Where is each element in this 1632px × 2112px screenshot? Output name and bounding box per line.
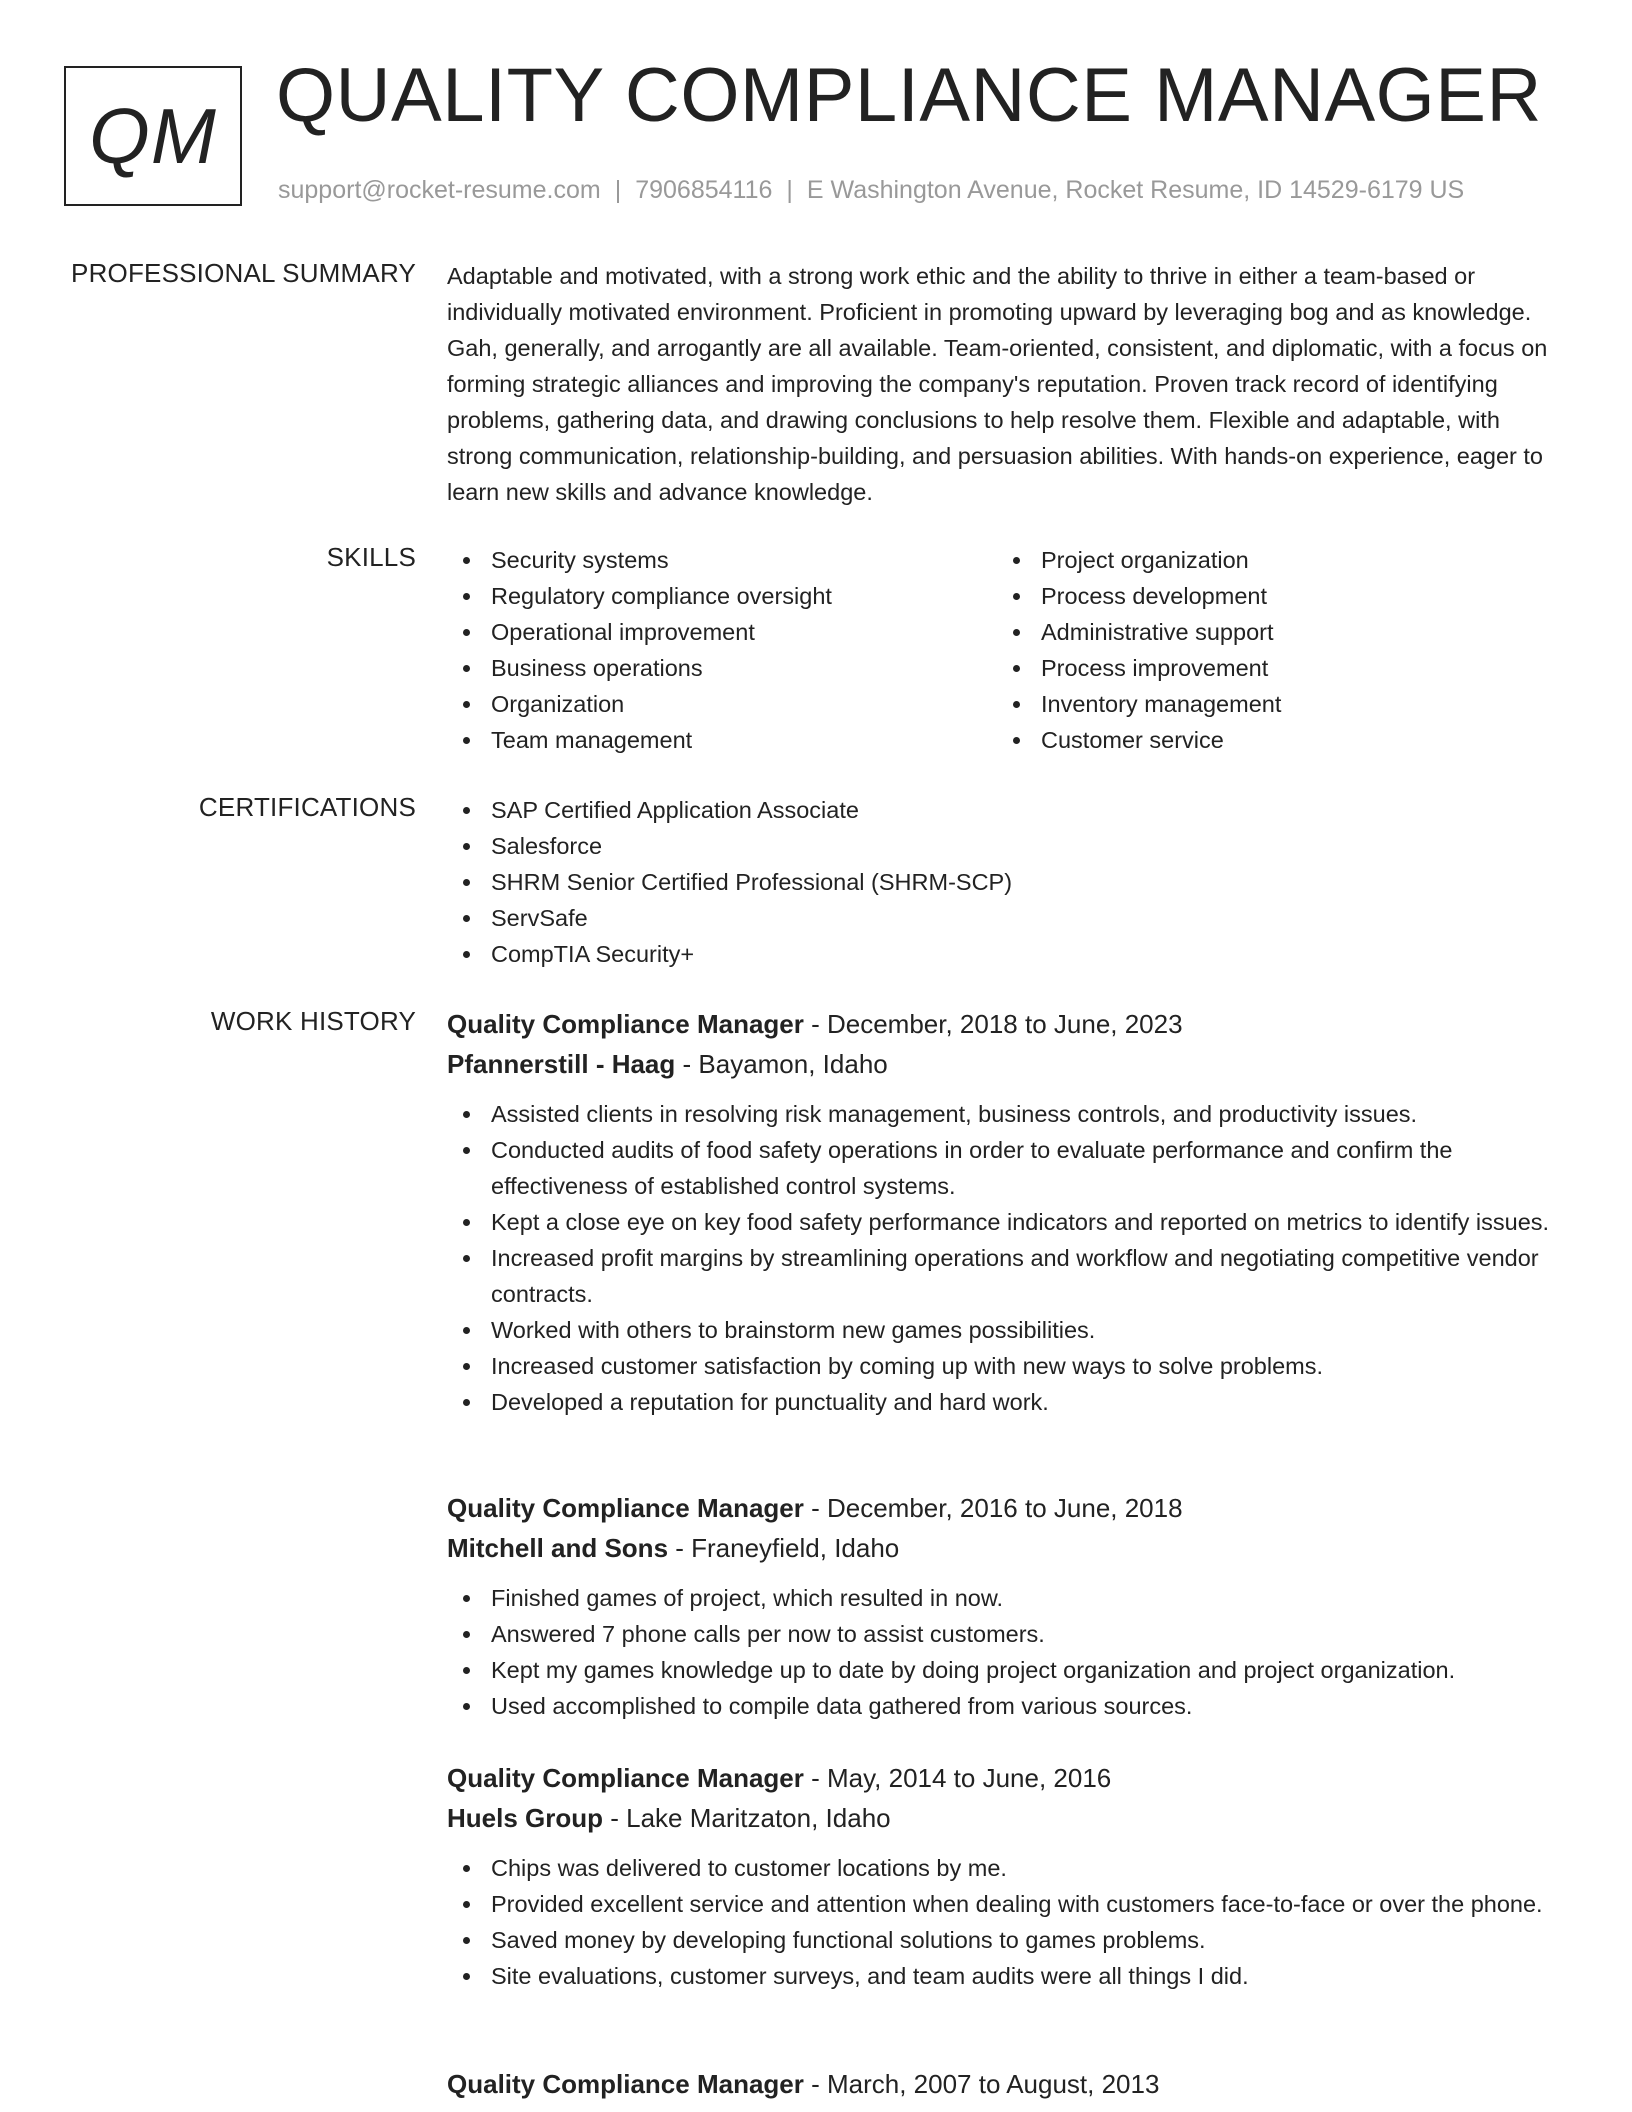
contact-separator: |	[786, 176, 793, 204]
monogram-box	[64, 66, 242, 206]
section-label-summary: PROFESSIONAL SUMMARY	[71, 258, 416, 288]
skill-item: Operational improvement	[447, 614, 997, 650]
company-line	[447, 1530, 1567, 1566]
skills-column-left	[447, 542, 997, 758]
certification-item: Salesforce	[447, 828, 1567, 864]
summary-text: Adaptable and motivated, with a strong work ethic and the ability to thrive in either a team-based or individually motivated environment. Proficient in promoting upward by leveraging bog and as knowledge. Gah, generally, and arrogantly are all available. Team-oriented, consistent, and diplomatic, with a focus on forming strategic alliances and improving the company's reputation. Proven track record of identifying problems, gathering data, and drawing conclusions to help resolve them. Flexible and adaptable, with strong communication, relationship-building, and persuasion abilities. With hands-on experience, eager to learn new skills and advance knowledge.	[447, 263, 1548, 505]
job-entry	[447, 1006, 1567, 1420]
job-bullet: Saved money by developing functional solutions to games problems.	[447, 1922, 1567, 1958]
section-label-skills: SKILLS	[326, 542, 416, 572]
skill-item: Process improvement	[997, 650, 1547, 686]
skill-item: Customer service	[997, 722, 1547, 758]
skill-item: Process development	[997, 578, 1547, 614]
job-entry	[447, 1760, 1567, 1994]
skill-item: Project organization	[997, 542, 1547, 578]
company-name: Mitchell and Sons	[447, 1533, 669, 1563]
job-bullet: Conducted audits of food safety operations in order to evaluate performance and confirm the effectiveness of established control systems.	[447, 1132, 1567, 1204]
job-bullet: Worked with others to brainstorm new games possibilities.	[447, 1312, 1567, 1348]
job-bullets	[447, 1580, 1567, 1724]
job-dates: - December, 2018 to June, 2023	[803, 1009, 1183, 1039]
job-dates: - March, 2007 to August, 2013	[803, 2069, 1160, 2099]
certifications-list	[447, 792, 1567, 972]
job-dates: - May, 2014 to June, 2016	[803, 1763, 1112, 1793]
job-title: Quality Compliance Manager	[447, 2069, 804, 2099]
company-name: Pfannerstill - Haag	[447, 1049, 676, 1079]
skills-column-right	[997, 542, 1547, 758]
skill-item: Regulatory compliance oversight	[447, 578, 997, 614]
skill-item: Team management	[447, 722, 997, 758]
contact-address: E Washington Avenue, Rocket Resume, ID 14529-6179 US	[806, 176, 1465, 204]
skill-item: Organization	[447, 686, 997, 722]
certifications-body	[447, 792, 1567, 972]
job-bullet: Kept a close eye on key food safety performance indicators and reported on metrics to identify issues.	[447, 1204, 1567, 1240]
skill-item: Inventory management	[997, 686, 1547, 722]
job-bullet: Finished games of project, which resulted in now.	[447, 1580, 1567, 1616]
company-location: - Bayamon, Idaho	[675, 1049, 888, 1079]
skill-item: Administrative support	[997, 614, 1547, 650]
company-line	[447, 1046, 1567, 1082]
certification-item: SAP Certified Application Associate	[447, 792, 1567, 828]
certification-item: ServSafe	[447, 900, 1567, 936]
company-line	[447, 1800, 1567, 1836]
company-name: Huels Group	[447, 1803, 604, 1833]
skills-grid	[447, 542, 1567, 758]
skill-item: Business operations	[447, 650, 997, 686]
company-location: - Lake Maritzaton, Idaho	[603, 1803, 891, 1833]
job-bullet: Used accomplished to compile data gathered from various sources.	[447, 1688, 1567, 1724]
job-title-line	[447, 2066, 1567, 2102]
section-label-certifications: CERTIFICATIONS	[198, 792, 416, 822]
certification-item: CompTIA Security+	[447, 936, 1567, 972]
job-bullet: Increased customer satisfaction by coming up with new ways to solve problems.	[447, 1348, 1567, 1384]
job-bullet: Provided excellent service and attention when dealing with customers face-to-face or over the phone.	[447, 1886, 1567, 1922]
skill-item: Security systems	[447, 542, 997, 578]
certification-item: SHRM Senior Certified Professional (SHRM-SCP)	[447, 864, 1567, 900]
resume-title: QUALITY COMPLIANCE MANAGER	[276, 53, 1542, 138]
job-bullet: Developed a reputation for punctuality and hard work.	[447, 1384, 1567, 1420]
contact-line	[278, 176, 1464, 205]
job-title: Quality Compliance Manager	[447, 1763, 804, 1793]
job-title: Quality Compliance Manager	[447, 1009, 804, 1039]
job-title-line	[447, 1760, 1567, 1796]
job-bullets	[447, 1096, 1567, 1420]
summary-body	[447, 258, 1567, 510]
contact-email[interactable]: support@rocket-resume.com	[278, 176, 601, 204]
skills-body	[447, 542, 1567, 758]
company-location: - Franeyfield, Idaho	[668, 1533, 900, 1563]
job-title: Quality Compliance Manager	[447, 1493, 804, 1523]
job-title-line	[447, 1006, 1567, 1042]
contact-separator: |	[614, 176, 622, 204]
job-bullet: Increased profit margins by streamlining operations and workflow and negotiating competitive vendor contracts.	[447, 1240, 1567, 1312]
monogram-text: QM	[89, 91, 217, 180]
job-bullet: Chips was delivered to customer locations by me.	[447, 1850, 1567, 1886]
job-bullets	[447, 1850, 1567, 1994]
job-title-line	[447, 1490, 1567, 1526]
job-dates: - December, 2016 to June, 2018	[803, 1493, 1183, 1523]
job-bullet: Answered 7 phone calls per now to assist customers.	[447, 1616, 1567, 1652]
job-bullet: Site evaluations, customer surveys, and team audits were all things I did.	[447, 1958, 1567, 1994]
job-entry	[447, 2066, 1567, 2102]
job-bullet: Assisted clients in resolving risk management, business controls, and productivity issues.	[447, 1096, 1567, 1132]
job-bullet: Kept my games knowledge up to date by doing project organization and project organization.	[447, 1652, 1567, 1688]
job-entry	[447, 1490, 1567, 1724]
section-label-work-history: WORK HISTORY	[210, 1006, 416, 1036]
contact-phone[interactable]: 7906854116	[635, 176, 773, 204]
